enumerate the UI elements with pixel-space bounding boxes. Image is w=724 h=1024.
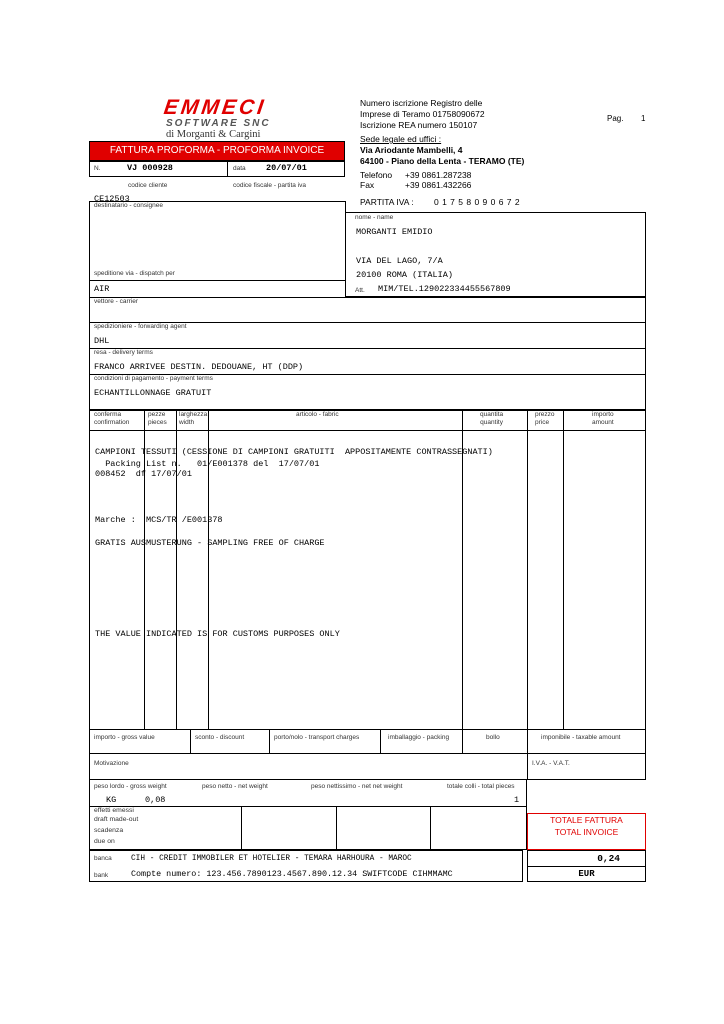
payment-label: condizioni di pagamento - payment terms [94,375,213,382]
logo-sub: SOFTWARE SNC [166,118,271,129]
bank-account: Compte numero: 123.456.7890123.4567.890.12.34 SWIFTCODE CIHMMAMC [131,869,453,879]
registry-info [360,98,580,131]
page-number: 1 [641,114,646,123]
item-line-2: Packing List n. 01/E001378 del 17/07/01 [95,459,320,469]
fax-number: +39 0861.432266 [405,180,472,190]
gross-weight-value: 0,08 [145,795,166,805]
net-weight-label: peso netto - net weight [202,783,268,790]
vat-label: PARTITA IVA : [360,197,414,207]
consignee-label: destinatario - consignee [94,202,164,209]
bank-label: banca [94,855,112,862]
payment-value: ECHANTILLONNAGE GRATUIT [94,388,212,398]
item-line-1: CAMPIONI TESSUTI (CESSIONE DI CAMPIONI GRATUITI APPOSITAMENTE CONTRASSEGNATI) [95,447,493,457]
col-amount: importo amount [592,411,614,426]
agent-value: DHL [94,336,110,346]
logo-tagline: di Morganti & Cargini [166,129,261,140]
weight-unit: KG [106,795,117,805]
transport-label: porto/nolo - transport charges [274,734,360,741]
customer-code-label: codice cliente [128,182,168,189]
phone-label: Telefono [360,170,393,180]
logo-name: EMMECI [162,96,268,119]
taxable-label: imponibile - taxable amount [541,734,621,741]
fax-label: Fax [360,180,375,190]
col-price: prezzo price [535,411,555,426]
gross-weight-label: peso lordo - gross weight [94,783,167,790]
document-title-text: FATTURA PROFORMA - PROFORMA INVOICE [109,145,325,156]
invoice-date: 20/07/01 [266,163,307,173]
phone-number: +39 0861.287238 [405,170,472,180]
total-invoice-label-1: TOTALE FATTURA [550,815,623,825]
office-address-2: 64100 - Piano della Lenta - TERAMO (TE) [360,156,525,166]
dispatch-value: AIR [94,284,110,294]
item-line-4: Marche : MCS/TR /E001378 [95,515,223,525]
effects-label: effetti emessi draft made-out scadenza due on [94,807,139,845]
total-packages-label: totale colli - total pieces [447,783,515,790]
motivation-label: Motivazione [94,760,129,767]
total-invoice-amount: 0,24 [597,853,620,864]
stamp-label: bollo [486,734,500,741]
bank-account-label: bank [94,872,109,879]
registry-line-2: Imprese di Teramo 01758090672 [360,109,485,119]
effects-block [89,807,527,850]
item-line-5: GRATIS AUSMUSTERUNG - SAMPLING FREE OF CHARGE [95,538,325,548]
page-label: Pag. [607,114,624,123]
delivery-value: FRANCO ARRIVEE DESTIN. DEDOUANE, HT (DDP) [94,362,304,372]
attn-label: Att. [355,287,365,294]
discount-label: sconto - discount [195,734,245,741]
total-invoice-label-2: TOTAL INVOICE [554,827,619,837]
number-label: N. [94,165,101,172]
vat-amount-label: I.V.A. - V.A.T. [532,760,570,767]
col-width: larghezza width [179,411,208,426]
delivery-label: resa - delivery terms [94,349,153,356]
dispatch-label: speditione via - dispatch per [94,270,175,277]
recipient-street: VIA DEL LAGO, 7/A [356,256,443,266]
vat-number: 0 1 7 5 8 0 9 0 6 7 2 [434,197,521,207]
packing-label: imballaggio - packing [388,734,450,741]
invoice-number: VJ 000928 [127,163,173,173]
item-line-6: THE VALUE INDICATED IS FOR CUSTOMS PURPOSES ONLY [95,629,340,639]
bank-name: CIH - CREDIT IMMOBILER ET HOTELIER - TEMARA HARHOURA - MAROC [131,855,412,863]
carrier-label: vettore - carrier [94,298,139,305]
col-article: articolo - fabric [296,411,339,418]
col-confirmation: conferma confirmation [94,411,130,426]
office-address-1: Via Ariodante Mambelli, 4 [360,145,463,155]
recipient-city: 20100 ROMA (ITALIA) [356,270,453,280]
net-net-weight-label: peso nettissimo - net net weight [311,783,403,790]
total-invoice-currency: EUR [578,869,595,879]
registry-line-1: Numero iscrizione Registro delle [360,98,483,108]
tax-code-label: codice fiscale - partita iva [233,182,306,189]
total-packages-value: 1 [514,795,520,805]
recipient-name: MORGANTI EMIDIO [356,227,433,237]
date-label: data [233,165,246,172]
customer-code: CE12503 [94,194,130,204]
document-title [89,141,345,161]
col-quantity: quantita quantity [480,411,504,426]
registry-line-3: Iscrizione REA numero 150107 [360,120,478,130]
col-pieces: pezze pieces [148,411,167,426]
item-line-3: 008452 df 17/07/01 [95,469,192,479]
agent-label: spedizioniere - forwarding agent [94,323,187,330]
name-label: nome - name [355,214,394,221]
gross-value-label: importo - gross value [94,734,155,741]
office-label: Sede legale ed uffici : [360,134,442,144]
recipient-attn: MIM/TEL.129022334455567809 [378,284,511,294]
company-logo [164,98,274,138]
